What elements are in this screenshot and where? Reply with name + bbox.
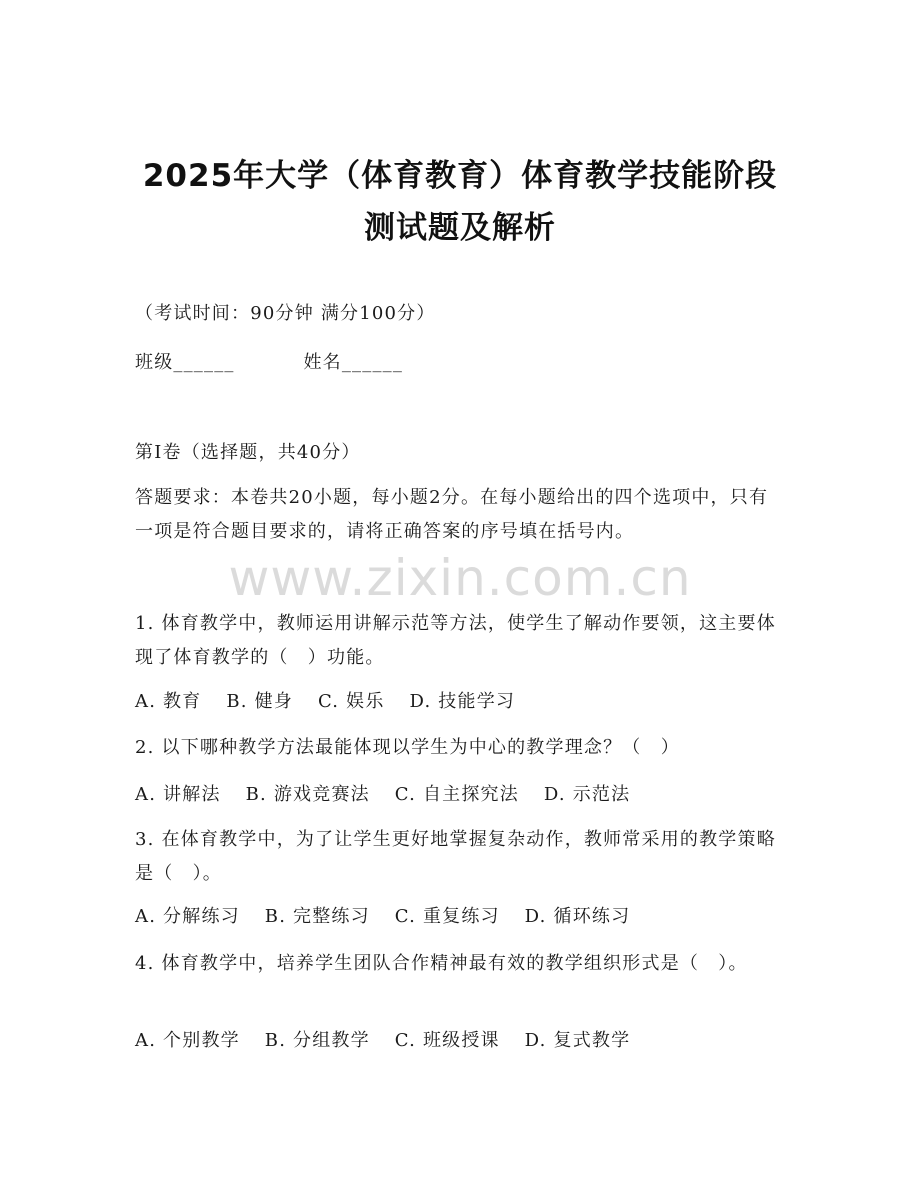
option-a: A. 个别教学 xyxy=(135,1030,240,1051)
question-4: 4. 体育教学中，培养学生团队合作精神最有效的教学组织形式是（ ）。 xyxy=(135,953,748,974)
question-1-options xyxy=(135,690,533,714)
question-4-options xyxy=(135,1029,648,1053)
option-d: D. 示范法 xyxy=(543,784,631,805)
option-d: D. 复式教学 xyxy=(524,1030,631,1051)
section-title: 第I卷（选择题，共40分） xyxy=(135,442,361,463)
option-a: A. 讲解法 xyxy=(135,784,221,805)
question-3-options xyxy=(135,905,648,929)
option-c: C. 娱乐 xyxy=(317,691,385,712)
option-a: A. 分解练习 xyxy=(135,906,240,927)
watermark: www.zixin.com.cn xyxy=(228,549,692,607)
option-b: B. 完整练习 xyxy=(264,906,370,927)
option-c: C. 自主探究法 xyxy=(394,784,519,805)
option-d: D. 循环练习 xyxy=(524,906,631,927)
document-title xyxy=(100,150,820,254)
title-line-2: 测试题及解析 xyxy=(364,210,556,246)
student-info-row xyxy=(135,351,403,375)
exam-info: （考试时间：90分钟 满分100分） xyxy=(135,303,436,324)
option-b: B. 分组教学 xyxy=(264,1030,370,1051)
option-c: C. 重复练习 xyxy=(394,906,500,927)
instructions: 答题要求：本卷共20小题，每小题2分。在每小题给出的四个选项中，只有一项是符合题目要求的，请将正确答案的序号填在括号内。 xyxy=(135,487,769,542)
option-d: D. 技能学习 xyxy=(409,691,516,712)
class-label: 班级______ xyxy=(135,352,235,373)
option-b: B. 游戏竞赛法 xyxy=(245,784,370,805)
question-2: 2. 以下哪种教学方法最能体现以学生为中心的教学理念？（ ） xyxy=(135,737,680,758)
option-c: C. 班级授课 xyxy=(394,1030,500,1051)
title-line-1: 2025年大学（体育教育）体育教学技能阶段 xyxy=(142,158,778,194)
name-label: 姓名______ xyxy=(303,352,404,373)
option-a: A. 教育 xyxy=(135,691,202,712)
question-1: 1. 体育教学中，教师运用讲解示范等方法，使学生了解动作要领，这主要体现了体育教学的（ ）功能。 xyxy=(135,613,776,668)
question-3: 3. 在体育教学中，为了让学生更好地掌握复杂动作，教师常采用的教学策略是（ ）。 xyxy=(135,829,776,884)
question-2-options xyxy=(135,783,648,807)
option-b: B. 健身 xyxy=(226,691,294,712)
